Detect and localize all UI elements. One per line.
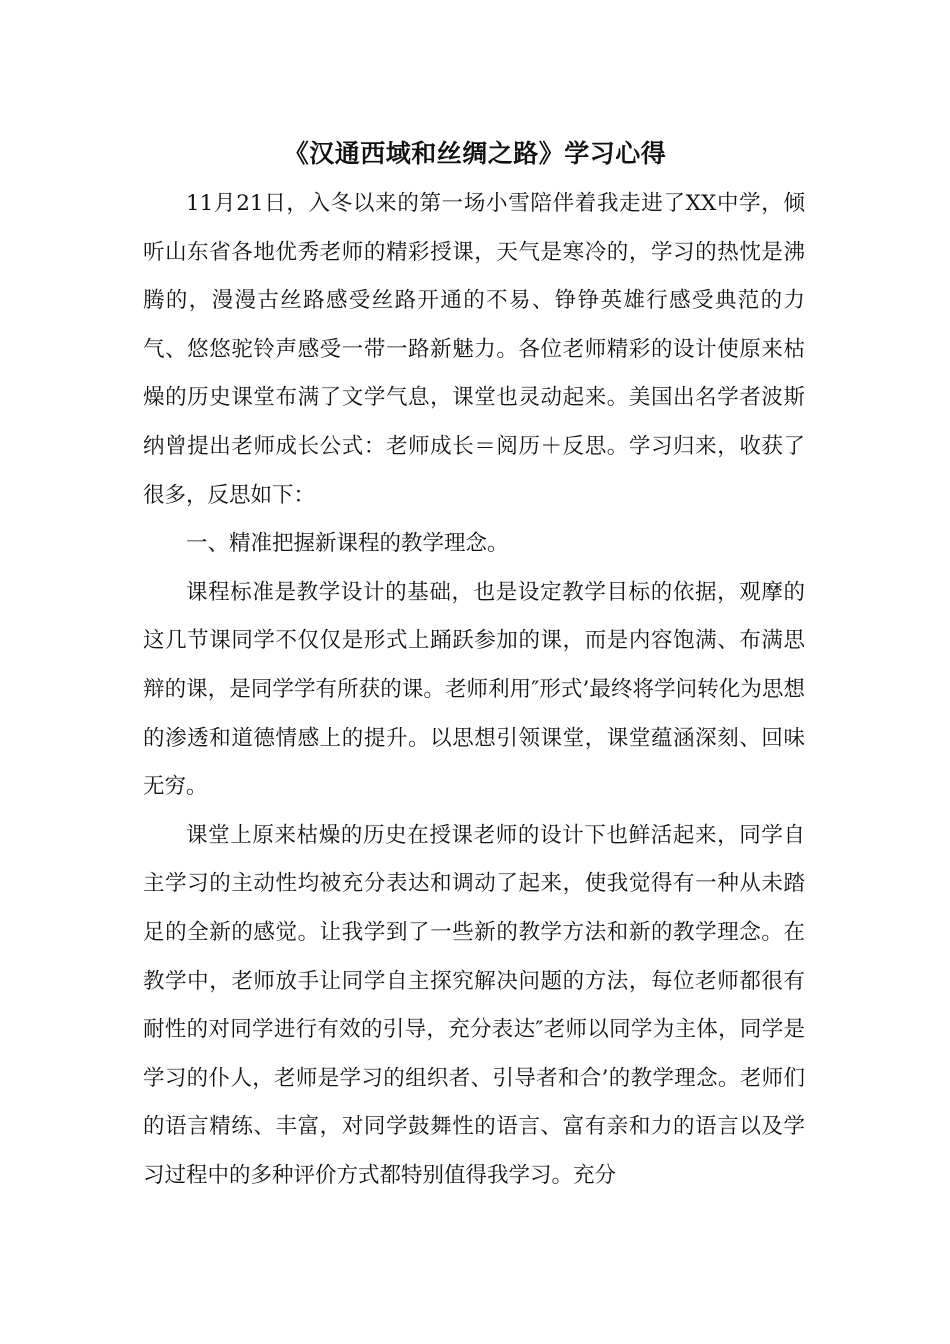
document-title: 《汉通西域和丝绸之路》学习心得 — [283, 139, 667, 168]
paragraph-intro: 11月21日，入冬以来的第一场小雪陪伴着我走进了XX中学，倾听山东省各地优秀老师的精彩授课，天气是寒冷的，学习的热忱是沸腾的，漫漫古丝路感受丝路开通的不易、铮铮英雄行感受典范的力气、悠悠驼铃声感受一带一路新魅力。各位老师精彩的设计使原来枯燥的历史课堂布满了文学气息，课堂也灵动起来。美国出名学者波斯纳曾提出老师成长公式：老师成长＝阅历＋反思。学习归来，收获了很多，反思如下： — [143, 191, 805, 508]
paragraph-curriculum: 课程标准是教学设计的基础，也是设定教学目标的依据，观摩的这几节课同学不仅仅是形式上踊跃参加的课，而是内容饱满、布满思辩的课，是同学学有所获的课。老师利用″形式’最终将学问转化为思想的渗透和道德情感上的提升。以思想引领课堂，课堂蕴涵深刻、回味无穷。 — [143, 579, 805, 800]
section-heading-1: 一、精准把握新课程的教学理念。 — [186, 531, 509, 557]
document-body — [143, 180, 805, 1200]
paragraph-classroom: 课堂上原来枯燥的历史在授课老师的设计下也鲜活起来，同学自主学习的主动性均被充分表达和调动了起来，使我觉得有一种从未踏足的全新的感觉。让我学到了一些新的教学方法和新的教学理念。在教学中，老师放手让同学自主探究解决问题的方法，每位老师都很有耐性的对同学进行有效的引导，充分表达″老师以同学为主体，同学是学习的仆人，老师是学习的组织者、引导者和合’的教学理念。老师们的语言精练、丰富，对同学鼓舞性的语言、富有亲和力的语言以及学习过程中的多种评价方式都特别值得我学习。充分 — [143, 822, 805, 1188]
